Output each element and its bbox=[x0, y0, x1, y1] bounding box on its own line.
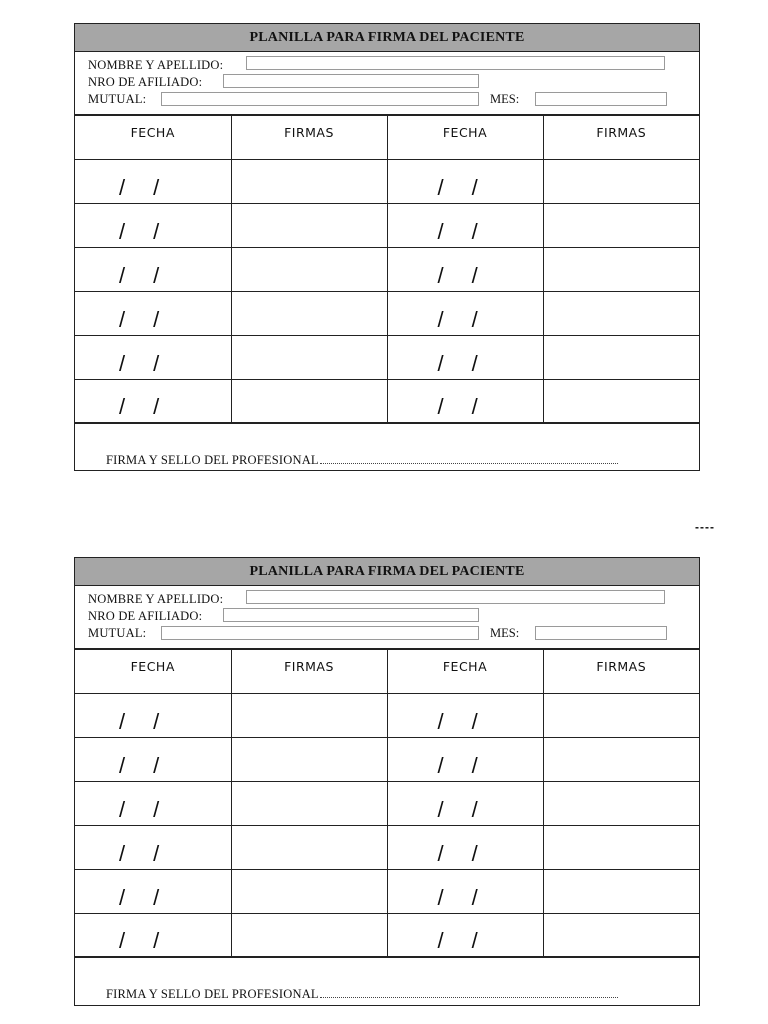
column-header-firmas: FIRMAS bbox=[543, 116, 699, 159]
signature-cell[interactable] bbox=[543, 291, 699, 335]
signature-cell[interactable] bbox=[231, 737, 387, 781]
nombre-field[interactable] bbox=[246, 56, 665, 70]
date-placeholder: / / bbox=[119, 884, 160, 910]
date-placeholder: / / bbox=[437, 708, 478, 734]
signature-cell[interactable] bbox=[231, 869, 387, 913]
signature-cell[interactable] bbox=[543, 781, 699, 825]
column-header-firmas: FIRMAS bbox=[231, 116, 387, 159]
professional-signature-line[interactable] bbox=[106, 453, 618, 468]
signature-cell[interactable] bbox=[543, 379, 699, 423]
patient-signature-form-1 bbox=[74, 23, 700, 471]
table-row bbox=[75, 335, 699, 379]
date-cell[interactable] bbox=[387, 335, 543, 379]
date-placeholder: / / bbox=[437, 306, 478, 332]
table-row bbox=[75, 781, 699, 825]
date-placeholder: / / bbox=[119, 752, 160, 778]
signature-table bbox=[75, 650, 699, 958]
date-cell[interactable] bbox=[75, 291, 231, 335]
date-placeholder: / / bbox=[119, 306, 160, 332]
signature-cell[interactable] bbox=[543, 247, 699, 291]
signature-cell[interactable] bbox=[543, 693, 699, 737]
date-cell[interactable] bbox=[387, 247, 543, 291]
table-row bbox=[75, 159, 699, 203]
date-cell[interactable] bbox=[387, 825, 543, 869]
signature-cell[interactable] bbox=[231, 247, 387, 291]
date-cell[interactable] bbox=[75, 781, 231, 825]
date-cell[interactable] bbox=[75, 379, 231, 423]
table-row bbox=[75, 291, 699, 335]
date-placeholder: / / bbox=[119, 708, 160, 734]
mes-field[interactable] bbox=[535, 626, 667, 640]
date-placeholder: / / bbox=[437, 218, 478, 244]
patient-info-section bbox=[75, 586, 699, 650]
date-cell[interactable] bbox=[75, 825, 231, 869]
signature-cell[interactable] bbox=[231, 825, 387, 869]
column-header-fecha: FECHA bbox=[75, 116, 231, 159]
date-placeholder: / / bbox=[119, 394, 160, 419]
signature-cell[interactable] bbox=[231, 291, 387, 335]
date-placeholder: / / bbox=[119, 174, 160, 200]
date-cell[interactable] bbox=[75, 737, 231, 781]
date-cell[interactable] bbox=[387, 913, 543, 957]
table-row bbox=[75, 913, 699, 957]
column-header-fecha: FECHA bbox=[387, 116, 543, 159]
table-row bbox=[75, 869, 699, 913]
afiliado-field[interactable] bbox=[223, 608, 479, 622]
form-title: PLANILLA PARA FIRMA DEL PACIENTE bbox=[75, 558, 699, 586]
date-cell[interactable] bbox=[75, 869, 231, 913]
signature-cell[interactable] bbox=[231, 335, 387, 379]
date-placeholder: / / bbox=[437, 350, 478, 376]
date-placeholder: / / bbox=[437, 262, 478, 288]
table-row bbox=[75, 247, 699, 291]
afiliado-field[interactable] bbox=[223, 74, 479, 88]
date-placeholder: / / bbox=[119, 928, 160, 953]
professional-signature-line[interactable] bbox=[106, 987, 618, 1002]
signature-cell[interactable] bbox=[543, 159, 699, 203]
dotted-signature-line bbox=[320, 454, 618, 464]
column-header-firmas: FIRMAS bbox=[543, 650, 699, 693]
mutual-field[interactable] bbox=[161, 626, 479, 640]
mes-field[interactable] bbox=[535, 92, 667, 106]
signature-rows bbox=[75, 693, 699, 957]
signature-cell[interactable] bbox=[543, 913, 699, 957]
mutual-field[interactable] bbox=[161, 92, 479, 106]
table-row bbox=[75, 825, 699, 869]
date-placeholder: / / bbox=[119, 796, 160, 822]
date-cell[interactable] bbox=[387, 693, 543, 737]
nombre-label: NOMBRE Y APELLIDO: bbox=[88, 592, 224, 606]
table-row bbox=[75, 203, 699, 247]
date-cell[interactable] bbox=[387, 781, 543, 825]
afiliado-label: NRO DE AFILIADO: bbox=[88, 609, 203, 623]
signature-rows bbox=[75, 159, 699, 423]
dotted-signature-line bbox=[320, 988, 618, 998]
date-placeholder: / / bbox=[437, 394, 478, 419]
cut-separator-mark: ---- bbox=[695, 520, 715, 534]
professional-signature-label: FIRMA Y SELLO DEL PROFESIONAL bbox=[106, 453, 319, 467]
form-title: PLANILLA PARA FIRMA DEL PACIENTE bbox=[75, 24, 699, 52]
date-placeholder: / / bbox=[437, 752, 478, 778]
date-cell[interactable] bbox=[387, 379, 543, 423]
signature-cell[interactable] bbox=[543, 869, 699, 913]
signature-cell[interactable] bbox=[543, 825, 699, 869]
date-placeholder: / / bbox=[119, 350, 160, 376]
table-row bbox=[75, 737, 699, 781]
date-placeholder: / / bbox=[437, 174, 478, 200]
date-cell[interactable] bbox=[387, 737, 543, 781]
patient-signature-form-2 bbox=[74, 557, 700, 1006]
professional-signature-section bbox=[75, 958, 699, 1004]
column-header-fecha: FECHA bbox=[75, 650, 231, 693]
column-header-fecha: FECHA bbox=[387, 650, 543, 693]
date-placeholder: / / bbox=[437, 796, 478, 822]
column-header-firmas: FIRMAS bbox=[231, 650, 387, 693]
date-placeholder: / / bbox=[437, 884, 478, 910]
signature-cell[interactable] bbox=[543, 335, 699, 379]
table-row bbox=[75, 693, 699, 737]
mes-label: MES: bbox=[490, 626, 520, 640]
date-cell[interactable] bbox=[387, 159, 543, 203]
signature-cell[interactable] bbox=[231, 913, 387, 957]
date-cell[interactable] bbox=[75, 913, 231, 957]
date-cell[interactable] bbox=[75, 159, 231, 203]
signature-cell[interactable] bbox=[231, 781, 387, 825]
mutual-label: MUTUAL: bbox=[88, 626, 147, 640]
nombre-label: NOMBRE Y APELLIDO: bbox=[88, 58, 224, 72]
date-placeholder: / / bbox=[437, 840, 478, 866]
signature-cell[interactable] bbox=[231, 203, 387, 247]
nombre-field[interactable] bbox=[246, 590, 665, 604]
patient-info-section bbox=[75, 52, 699, 116]
table-row bbox=[75, 379, 699, 423]
signature-cell[interactable] bbox=[231, 159, 387, 203]
date-cell[interactable] bbox=[75, 247, 231, 291]
date-cell[interactable] bbox=[75, 693, 231, 737]
signature-cell[interactable] bbox=[231, 379, 387, 423]
date-cell[interactable] bbox=[387, 291, 543, 335]
afiliado-label: NRO DE AFILIADO: bbox=[88, 75, 203, 89]
date-placeholder: / / bbox=[119, 262, 160, 288]
date-placeholder: / / bbox=[437, 928, 478, 953]
date-cell[interactable] bbox=[75, 203, 231, 247]
signature-cell[interactable] bbox=[231, 693, 387, 737]
professional-signature-label: FIRMA Y SELLO DEL PROFESIONAL bbox=[106, 987, 319, 1001]
date-cell[interactable] bbox=[387, 869, 543, 913]
date-placeholder: / / bbox=[119, 840, 160, 866]
mutual-label: MUTUAL: bbox=[88, 92, 147, 106]
signature-cell[interactable] bbox=[543, 203, 699, 247]
signature-table bbox=[75, 116, 699, 424]
mes-label: MES: bbox=[490, 92, 520, 106]
professional-signature-section bbox=[75, 424, 699, 470]
date-cell[interactable] bbox=[75, 335, 231, 379]
date-placeholder: / / bbox=[119, 218, 160, 244]
signature-cell[interactable] bbox=[543, 737, 699, 781]
date-cell[interactable] bbox=[387, 203, 543, 247]
